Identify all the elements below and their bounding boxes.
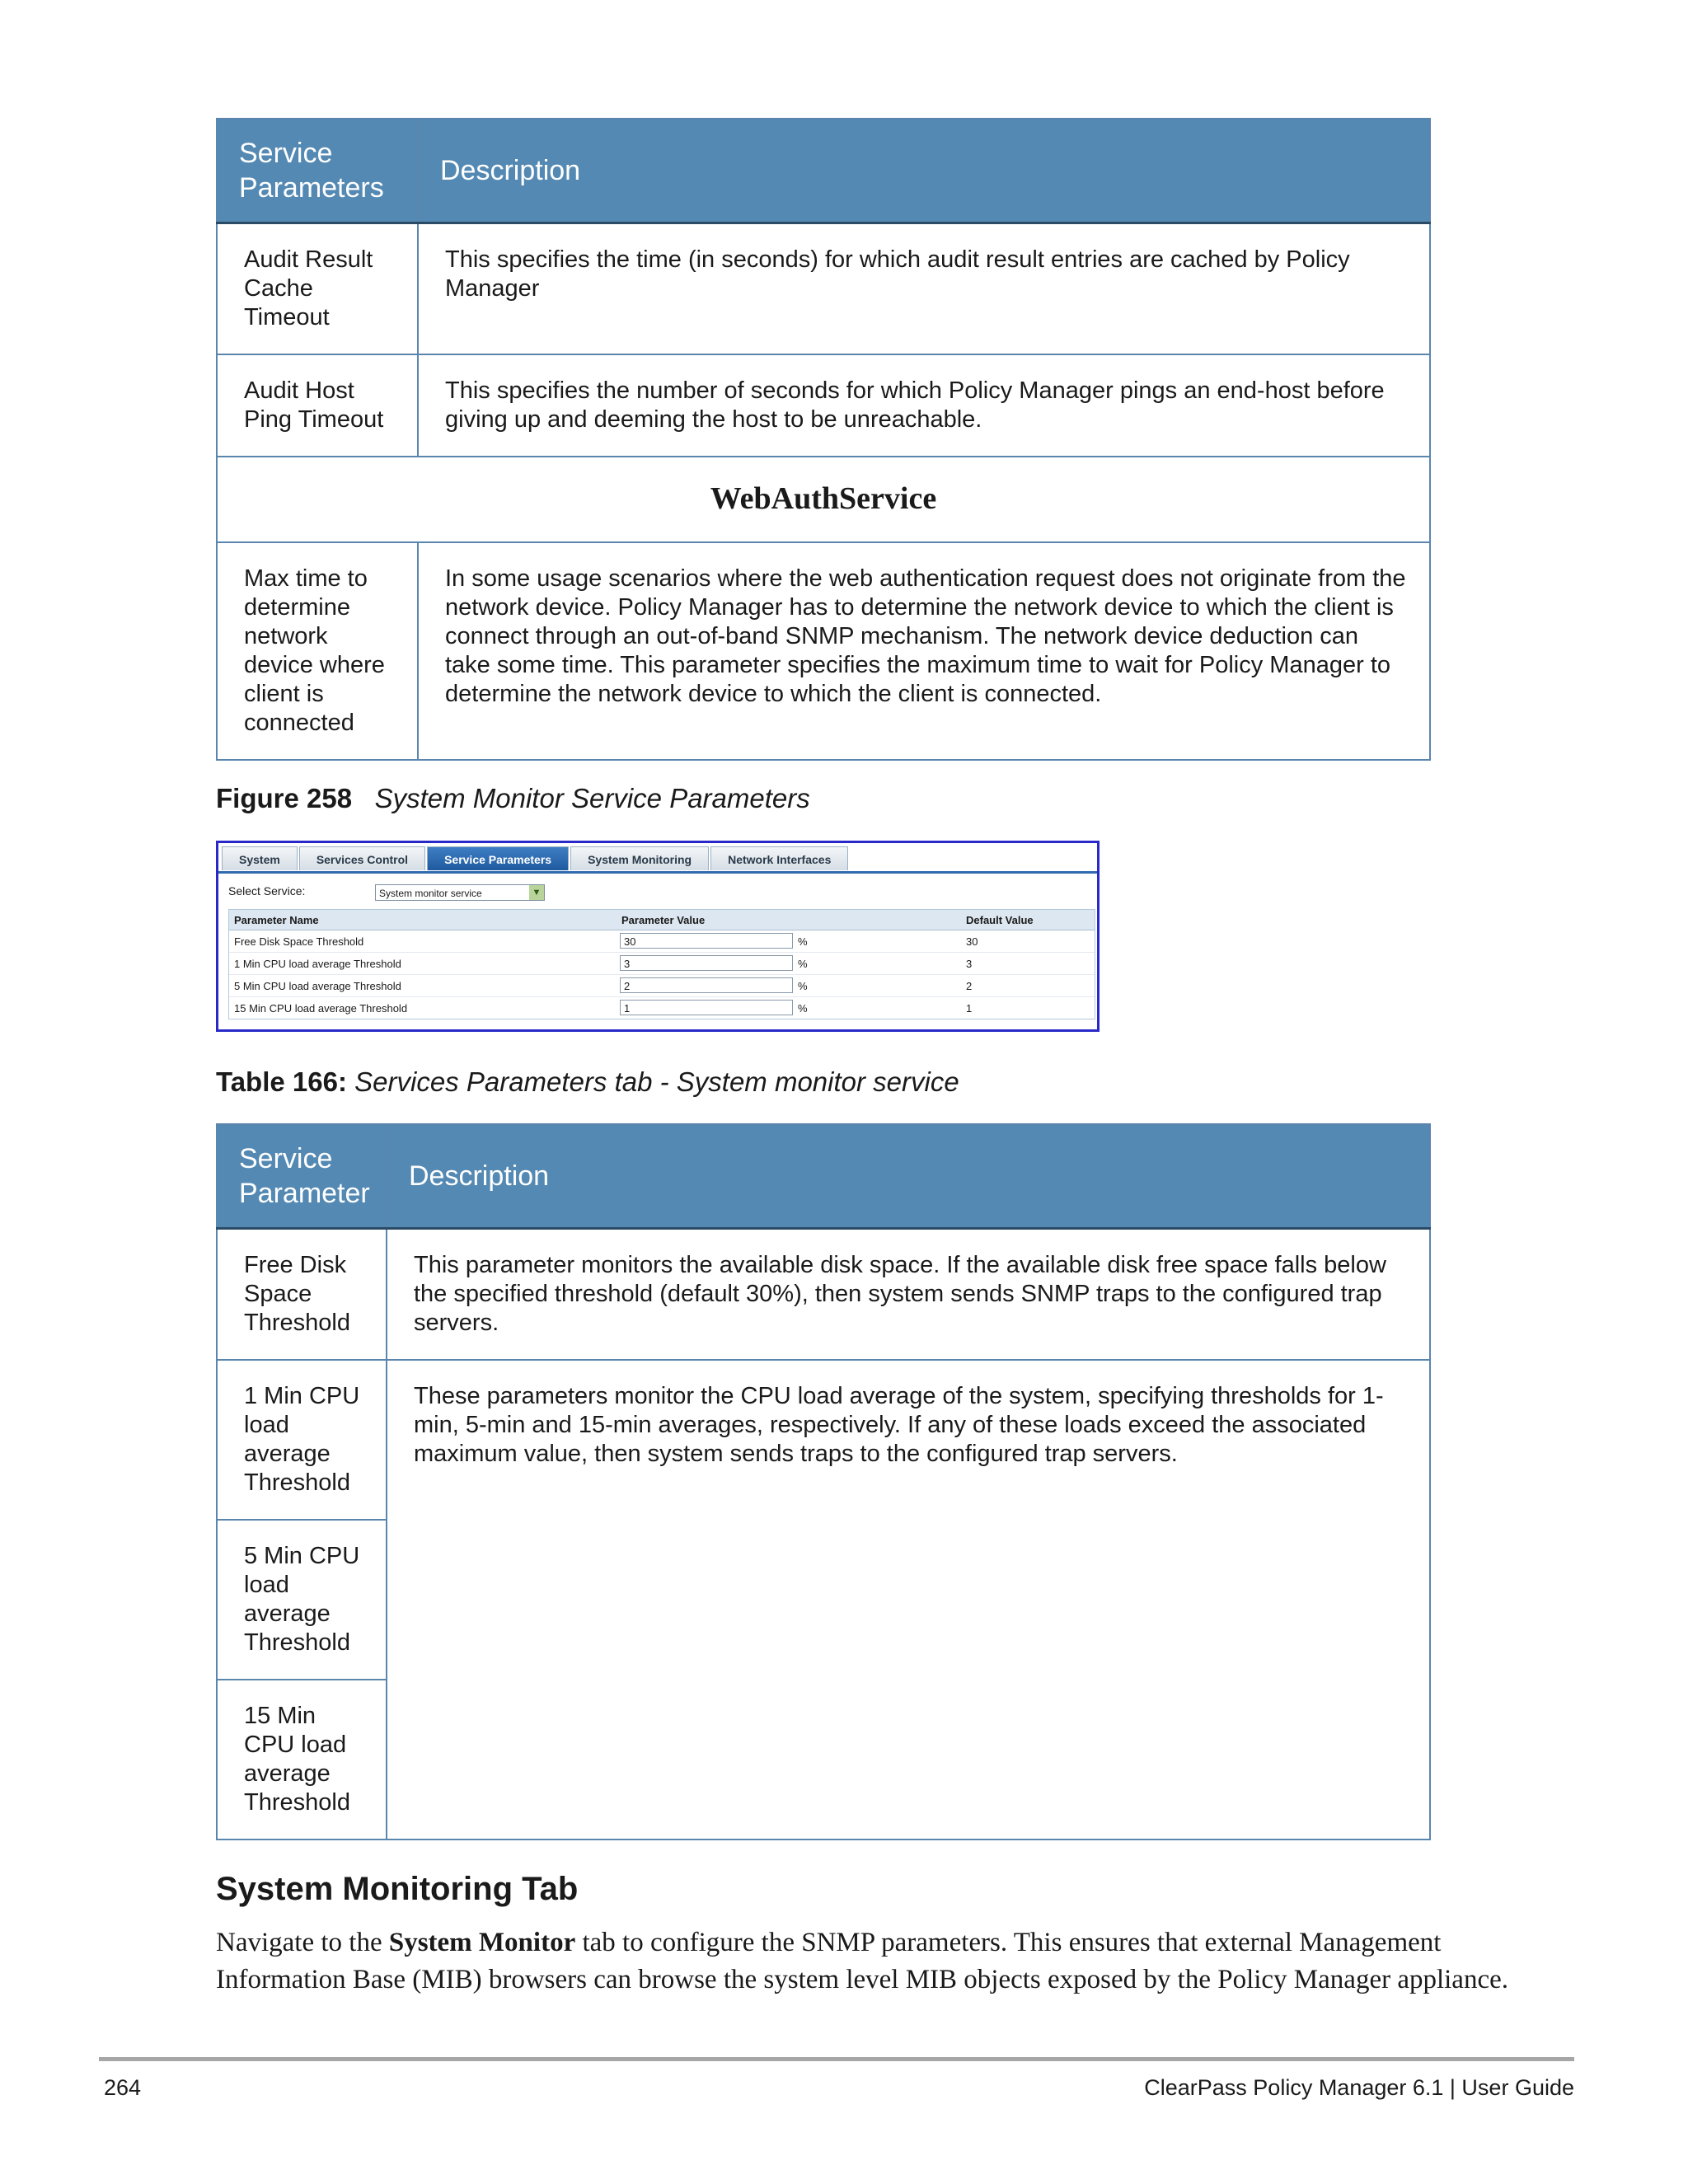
tab-underline — [218, 871, 1097, 874]
table-title: Services Parameters tab - System monitor service — [354, 1066, 959, 1097]
unit-label: % — [798, 958, 808, 970]
table-row — [217, 354, 1430, 457]
tab-system-monitoring[interactable]: System Monitoring — [570, 846, 709, 870]
parameter-value-input[interactable]: 1 — [620, 1000, 793, 1015]
parameter-table — [228, 909, 1095, 1019]
parameter-row — [229, 975, 1095, 997]
param-cell: Max time to determine network device where client is connected — [217, 542, 418, 760]
page-number: 264 — [104, 2075, 142, 2100]
param-cell: 5 Min CPU load average Threshold — [217, 1520, 387, 1680]
service-parameters-screenshot — [216, 841, 1100, 1032]
table-header-param — [217, 1124, 387, 1228]
parameter-row — [229, 953, 1095, 975]
unit-label: % — [798, 1002, 808, 1015]
default-value: 2 — [966, 980, 973, 992]
description-cell: These parameters monitor the CPU load average of the system, specifying thresholds for 1-min, 5-min and 15-min averages, respectively. If any of these loads exceed the associated maximum value, then system sends traps to the configured trap servers. — [387, 1360, 1430, 1840]
parameter-name: 5 Min CPU load average Threshold — [234, 980, 401, 992]
body-paragraph — [216, 1924, 1568, 1999]
service-parameters-table — [216, 118, 1431, 761]
default-value: 3 — [966, 958, 973, 970]
paragraph-text: Navigate to the — [216, 1928, 389, 1957]
description-cell: This specifies the number of seconds for which Policy Manager pings an end-host before giving up and deeming the host to be unreachable. — [418, 354, 1430, 457]
section-row — [217, 457, 1430, 542]
table-header-description: Description — [418, 119, 1430, 223]
header-line: Parameters — [239, 171, 384, 204]
param-cell: Free Disk Space Threshold — [217, 1228, 387, 1360]
table-label: Table 166: — [216, 1066, 347, 1097]
paragraph-text: tab to configure the SNMP parameters. This ensures that external Management Information Base (MIB) browsers can browse the system level MIB objects exposed by the Policy Manager appliance. — [216, 1928, 1508, 1994]
paragraph-bold: System Monitor — [388, 1928, 576, 1957]
table-row — [217, 223, 1430, 354]
table-caption — [216, 1066, 959, 1098]
default-value: 30 — [966, 935, 978, 948]
tab-bar — [222, 846, 850, 871]
figure-title: System Monitor Service Parameters — [374, 783, 810, 813]
default-value: 1 — [966, 1002, 973, 1015]
tab-services-control[interactable]: Services Control — [299, 846, 425, 870]
col-parameter-name: Parameter Name — [234, 914, 319, 926]
parameter-value-input[interactable]: 2 — [620, 977, 793, 993]
table-header-description: Description — [387, 1124, 1430, 1228]
description-cell: In some usage scenarios where the web authentication request does not originate from the network device. Policy Manager has to determine the network device to which the client is connect through an out-of-band SNMP mechanism. The network device deduction can take some time. This parameter specifies the maximum time to wait for Policy Manager to determine the network device to which the client is connected. — [418, 542, 1430, 760]
param-cell: Audit Host Ping Timeout — [217, 354, 418, 457]
table-row — [217, 542, 1430, 760]
footer-divider — [99, 2057, 1574, 2061]
header-line: Service — [239, 137, 333, 169]
description-cell: This specifies the time (in seconds) for which audit result entries are cached by Policy Manager — [418, 223, 1430, 354]
param-cell: 1 Min CPU load average Threshold — [217, 1360, 387, 1520]
description-cell: This parameter monitors the available disk space. If the available disk free space falls below the specified threshold (default 30%), then system sends SNMP traps to the configured trap servers. — [387, 1228, 1430, 1360]
col-default-value: Default Value — [966, 914, 1034, 926]
chevron-down-icon[interactable]: ▼ — [529, 885, 544, 900]
service-select[interactable] — [375, 884, 545, 901]
table-row — [217, 1360, 1430, 1520]
unit-label: % — [798, 935, 808, 948]
header-line: Parameter — [239, 1177, 370, 1209]
tab-service-parameters[interactable]: Service Parameters — [427, 846, 569, 870]
parameter-name: Free Disk Space Threshold — [234, 935, 364, 948]
section-label: WebAuthService — [217, 457, 1430, 542]
system-monitor-parameters-table — [216, 1123, 1431, 1840]
unit-label: % — [798, 980, 808, 992]
table-row — [217, 1228, 1430, 1360]
parameter-value-input[interactable]: 3 — [620, 955, 793, 971]
parameter-name: 15 Min CPU load average Threshold — [234, 1002, 408, 1015]
parameter-row — [229, 997, 1095, 1019]
select-service-label: Select Service: — [228, 884, 306, 898]
param-cell: Audit Result Cache Timeout — [217, 223, 418, 354]
parameter-table-header — [229, 910, 1095, 930]
service-select-value: System monitor service — [379, 888, 482, 899]
parameter-name: 1 Min CPU load average Threshold — [234, 958, 401, 970]
parameter-row — [229, 930, 1095, 953]
col-parameter-value: Parameter Value — [621, 914, 706, 926]
tab-network-interfaces[interactable]: Network Interfaces — [710, 846, 848, 870]
footer-guide-title: ClearPass Policy Manager 6.1 | User Guide — [1144, 2075, 1574, 2100]
parameter-value-input[interactable]: 30 — [620, 933, 793, 949]
header-line: Service — [239, 1142, 333, 1174]
param-cell: 15 Min CPU load average Threshold — [217, 1680, 387, 1840]
table-header-param — [217, 119, 418, 223]
figure-label: Figure 258 — [216, 783, 353, 813]
tab-system[interactable]: System — [222, 846, 298, 870]
figure-caption — [216, 783, 810, 814]
section-heading: System Monitoring Tab — [216, 1871, 579, 1907]
